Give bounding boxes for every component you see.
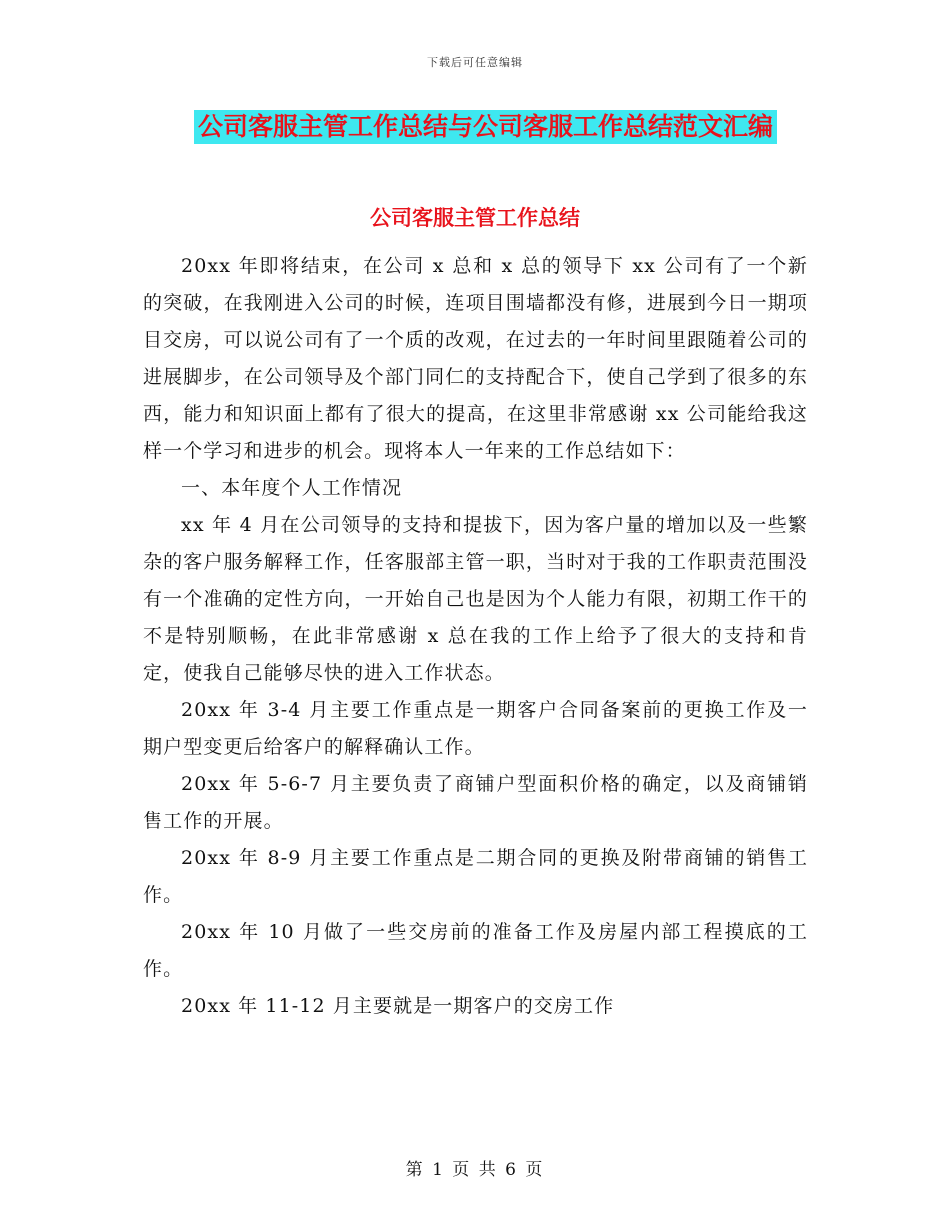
document-body	[143, 248, 808, 1025]
paragraph-aug-sep: 20xx 年 8-9 月主要工作重点是二期合同的更换及附带商铺的销售工作。	[143, 847, 808, 906]
section-title: 公司客服主管工作总结	[370, 206, 580, 230]
page-footer: 第 1 页 共 6 页	[405, 1160, 545, 1180]
header-note: 下载后可任意编辑	[427, 56, 523, 69]
paragraph-nov-dec: 20xx 年 11-12 月主要就是一期客户的交房工作	[181, 995, 615, 1017]
paragraph-intro: 20xx 年即将结束，在公司 x 总和 x 总的领导下 xx 公司有了一个新的突破，在我刚进入公司的时候，连项目围墙都没有修，进展到今日一期项目交房，可以说公司有了一个质的改观，在过去的一年时间里跟随着公司的进展脚步，在公司领导及个部门同仁的支持配合下，使自己学到了很多的东西，能力和知识面上都有了很大的提高，在这里非常感谢 xx 公司能给我这样一个学习和进步的机会。现将本人一年来的工作总结如下：	[143, 255, 808, 462]
document-title: 公司客服主管工作总结与公司客服工作总结范文汇编	[194, 110, 777, 144]
paragraph-heading: 一、本年度个人工作情况	[181, 477, 403, 499]
paragraph-may-july: 20xx 年 5-6-7 月主要负责了商铺户型面积价格的确定，以及商铺销售工作的开展。	[143, 773, 808, 832]
paragraph-march-april: 20xx 年 3-4 月主要工作重点是一期客户合同备案前的更换工作及一期户型变更后给客户的解释确认工作。	[143, 699, 808, 758]
paragraph-promotion: xx 年 4 月在公司领导的支持和提拔下，因为客户量的增加以及一些繁杂的客户服务解释工作，任客服部主管一职，当时对于我的工作职责范围没有一个准确的定性方向，一开始自己也是因为个人能力有限，初期工作干的不是特别顺畅，在此非常感谢 x 总在我的工作上给予了很大的支持和肯定，使我自己能够尽快的进入工作状态。	[143, 514, 808, 684]
paragraph-october: 20xx 年 10 月做了一些交房前的准备工作及房屋内部工程摸底的工作。	[143, 921, 808, 980]
